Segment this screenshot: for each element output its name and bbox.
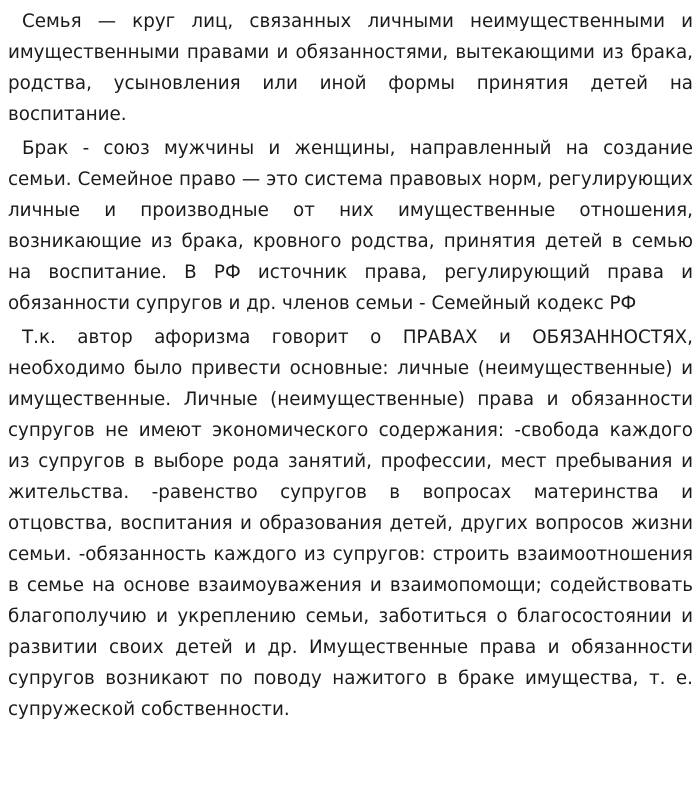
paragraph-marriage-definition: Брак - союз мужчины и женщины, направленный на создание семьи. Семейное право — это система правовых норм, регулирующих личные и производные от них имущественные отношения, возникающие из брака, кровного родства, принятия детей в семью на воспитание. В РФ источник права, регулирующий права и обязанности супругов и др. членов семьи - Семейный кодекс РФ (8, 138, 693, 314)
paragraph-spouse-rights: Т.к. автор афоризма говорит о ПРАВАХ и ОБЯЗАННОСТЯХ, необходимо было привести основные: личные (неимущественные) и имущественные. Личные (неимущественные) права и обязанности супругов не имеют экономического содержания: -свобода каждого из супругов в выборе рода занятий, профессии, мест пребывания и жительства. -равенство супругов в вопросах материнства и отцовства, воспитания и образования детей, других вопросов жизни семьи. -обязанность каждого из супругов: строить взаимоотношения в семье на основе взаимоуважения и взаимопомощи; содействовать благополучию и укреплению семьи, заботиться о благосостоянии и развитии своих детей и др. Имущественные права и обязанности супругов возникают по поводу нажитого в браке имущества, т. е. супружеской собственности. (8, 327, 693, 720)
paragraph-family-definition: Семья — круг лиц, связанных личными неимущественными и имущественными правами и обязанностями, вытекающими из брака, родства, усыновления или иной формы принятия детей на воспитание. (8, 11, 693, 125)
